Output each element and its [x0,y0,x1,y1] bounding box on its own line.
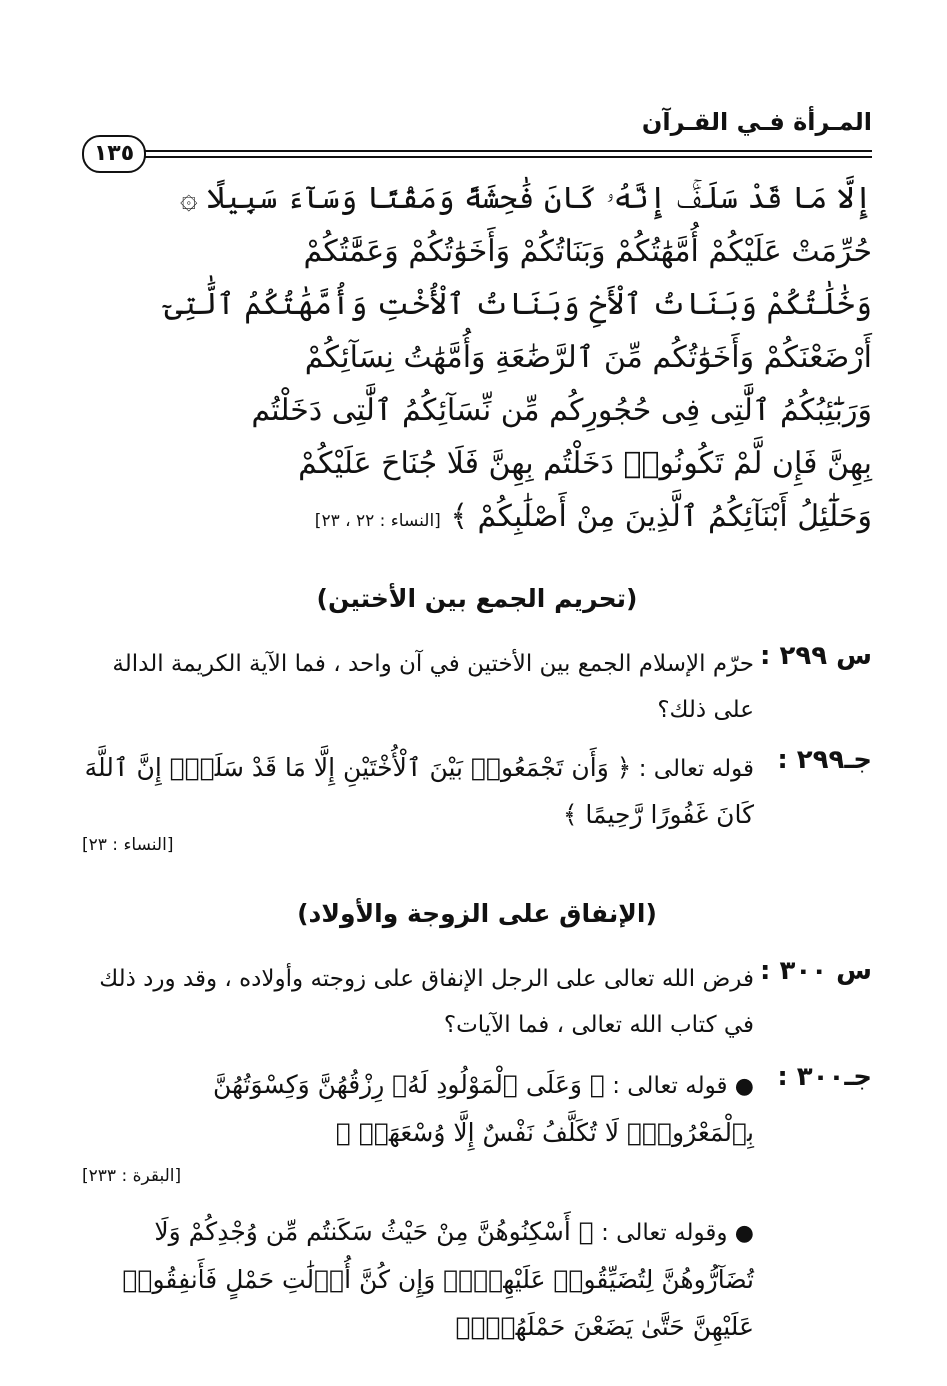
question-299 [82,641,872,733]
verse-line: وَخَٰلَٰتُكُمْ وَبَنَاتُ ٱلْأَخِ وَبَنَاتُ ٱلْأُخْتِ وَأُمَّهَٰتُكُمُ ٱلَّٰتِىٓ [164,287,872,322]
bullet-intro: قوله تعالى : [612,1073,728,1099]
answer-reference: [النساء : ٢٣] [82,835,174,855]
question-text: حرّم الإسلام الجمع بين الأختين في آن واحد ، فما الآية الكريمة الدالة على ذلك؟ [112,651,754,723]
page-header [82,108,872,168]
verse-line: أَرْضَعْنَكُمْ وَأَخَوَٰتُكُم مِّنَ ٱلرَّضَٰعَةِ وَأُمَّهَٰتُ نِسَآئِكُمْ [304,340,872,375]
bullet-quran: ﴿ وَعَلَى ٱلْمَوْلُودِ لَهُۥ رِزْقُهُنَّ وَكِسْوَتُهُنَّ بِٱلْمَعْرُوفِۚ لَا تُكَلَّفُ نَفْسٌ إِلَّا وُسْعَهَاۚ ﴾ [213,1070,754,1147]
bullet-icon: ● [734,1221,754,1246]
section-title: (تحريم الجمع بين الأختين) [316,584,638,613]
verse-line: وَرَبَٰٓئِبُكُمُ ٱلَّٰتِى فِى حُجُورِكُم مِّن نِّسَآئِكُمُ ٱلَّٰتِى دَخَلْتُم [251,393,872,428]
answer-label: جـ٢٩٩ : [777,745,872,775]
verse-line [82,490,872,548]
header-rule [140,156,872,158]
verse-text: وَحَلَٰٓئِلُ أَبْنَآئِكُمُ ٱلَّذِينَ مِنْ أَصْلَٰبِكُمْ ﴾ [450,499,872,534]
answer-quran: ﴿ وَأَن تَجْمَعُوا۟ بَيْنَ ٱلْأُخْتَيْنِ إِلَّا مَا قَدْ سَلَفَۗ إِنَّ ٱللَّهَ كَانَ غَفُورًا رَّحِيمًا ﴾ [84,753,754,829]
answer-label: جـ٣٠٠ : [777,1062,872,1092]
answer-bullet [82,1062,754,1157]
bullet-quran: ﴿ أَسْكِنُوهُنَّ مِنْ حَيْثُ سَكَنتُم مِّن وُجْدِكُمْ وَلَا تُضَآرُّوهُنَّ لِتُضَيِّقُوا۟ عَلَيْهِنَّۚ وَإِن كُنَّ أُو۟لَٰتِ حَمْلٍ فَأَنفِقُوا۟ عَلَيْهِنَّ حَتَّىٰ يَضَعْنَ حَمْلَهُنَّۚ [122,1217,754,1341]
question-label: س ٢٩٩ : [760,641,872,671]
verse-line: بِهِنَّ فَإِن لَّمْ تَكُونُوا۟ دَخَلْتُم بِهِنَّ فَلَا جُنَاحَ عَلَيْكُمْ [298,446,872,481]
bullet-icon: ● [734,1074,754,1099]
page-content [82,172,872,1351]
verse-line: حُرِّمَتْ عَلَيْكُمْ أُمَّهَٰتُكُمْ وَبَنَاتُكُمْ وَأَخَوَٰتُكُمْ وَعَمَّٰتُكُمْ [303,234,872,269]
bullet-reference: [البقرة : ٢٣٣] [82,1166,182,1186]
page-number: ١٣٥ [82,135,146,173]
answer-intro: قوله تعالى : [638,756,754,782]
verse-line: إِلَّا مَا قَدْ سَلَفَۚ إِنَّهُۥ كَانَ فَٰحِشَةً وَمَقْتًا وَسَآءَ سَبِيلًا ۞ [179,181,872,216]
verse-reference: [النساء : ٢٢ ، ٢٣] [314,511,441,531]
answer-300 [82,1062,872,1351]
verse-block [82,172,872,548]
header-rule [140,150,872,152]
running-title: المـرأة فـي القـرآن [641,108,872,136]
question-300 [82,956,872,1048]
question-label: س ٣٠٠ : [760,956,872,986]
answer-bullet [82,1209,754,1351]
question-text: فرض الله تعالى على الرجل الإنفاق على زوجته وأولاده ، وقد ورد ذلك في كتاب الله تعالى ، فما الآيات؟ [99,966,754,1038]
bullet-intro: وقوله تعالى : [601,1220,728,1246]
section-title: (الإنفاق على الزوجة والأولاد) [297,899,657,928]
answer-299 [82,745,872,839]
